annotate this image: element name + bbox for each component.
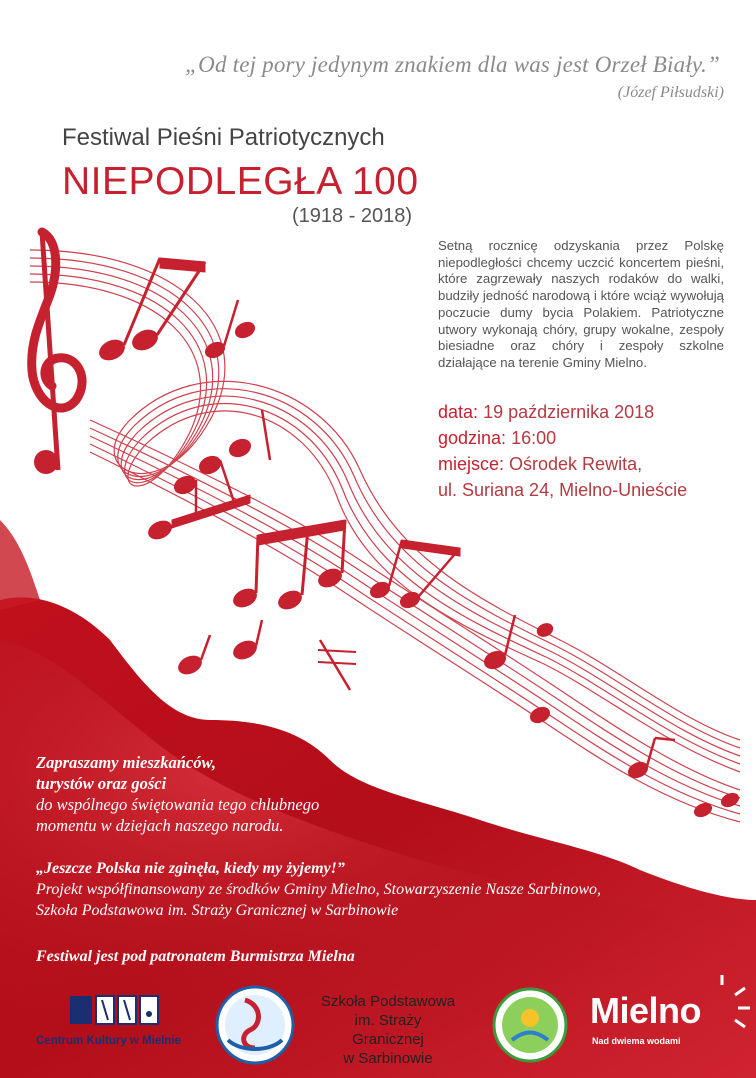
anthem-quote: „Jeszcze Polska nie zginęła, kiedy my żyjemy!” bbox=[36, 860, 345, 877]
funding-line-2: Szkoła Podstawowa im. Straży Granicznej w Sarbinowie bbox=[36, 902, 399, 919]
festival-title: Festiwal Pieśni Patriotycznych bbox=[62, 124, 385, 151]
quote-text: „Od tej pory jedynym znakiem dla was jest Orzeł Biały.” bbox=[185, 52, 720, 77]
event-description: Setną rocznicę odzyskania przez Polskę niepodległości chcemy uczcić koncertem pieśni, które zagrzewały naszych rodaków do walki, budziły jedność narodową i które wciąż wywołują poczucie dumy bycia Polakiem. Patriotyczne utwory wykonają chóry, grupy wokalne, zespoły biesiadne oraz chóry i zespoły szkolne działające na terenie Gminy Mielno. bbox=[438, 238, 724, 370]
time-label: godzina: bbox=[438, 428, 507, 448]
morskie-nutki-logo-icon bbox=[217, 987, 293, 1063]
time-value: 16:00 bbox=[511, 428, 557, 448]
event-date bbox=[438, 402, 654, 423]
event-address bbox=[438, 480, 687, 501]
anthem-block bbox=[36, 858, 676, 921]
patronage-text: Festiwal jest pod patronatem Burmistrza Mielna bbox=[36, 948, 355, 965]
mielno-logo-tagline: Nad dwiema wodami bbox=[592, 1036, 681, 1046]
invite-line-4: momentu w dziejach naszego narodu. bbox=[36, 816, 284, 835]
event-place bbox=[438, 454, 642, 475]
invite-line-3: do wspólnego świętowania tego chlubnego bbox=[36, 795, 320, 814]
red-flag-fold bbox=[0, 520, 40, 610]
date-label: data: bbox=[438, 402, 479, 422]
address-value: ul. Suriana 24, Mielno-Unieście bbox=[438, 480, 688, 500]
ck-logo-icon bbox=[70, 996, 158, 1024]
invite-line-2: turystów oraz gości bbox=[36, 774, 167, 793]
school-line-2: im. Straży Granicznej bbox=[352, 1012, 424, 1048]
invitation bbox=[36, 752, 456, 836]
event-years: (1918 - 2018) bbox=[292, 205, 413, 227]
date-value: 19 października 2018 bbox=[483, 402, 655, 422]
nasze-sarbinowo-logo-icon bbox=[494, 989, 566, 1061]
event-title: NIEPODLEGŁA 100 bbox=[62, 160, 419, 203]
mielno-logo-word: Mielno bbox=[590, 990, 701, 1031]
school-logo-text bbox=[318, 992, 458, 1068]
event-time bbox=[438, 428, 556, 449]
school-line-1: Szkoła Podstawowa bbox=[320, 993, 456, 1010]
place-label: miejsce: bbox=[438, 454, 505, 474]
ck-logo-label: Centrum Kultury w Mielnie bbox=[36, 1035, 182, 1047]
place-value: Ośrodek Rewita, bbox=[509, 454, 643, 474]
school-line-3: w Sarbinowie bbox=[343, 1050, 433, 1067]
quote-author: (Józef Piłsudski) bbox=[617, 84, 724, 101]
invite-line-1: Zapraszamy mieszkańców, bbox=[36, 753, 216, 772]
funding-line-1: Projekt współfinansowany ze środków Gminy Mielno, Stowarzyszenie Nasze Sarbinowo, bbox=[36, 881, 602, 898]
